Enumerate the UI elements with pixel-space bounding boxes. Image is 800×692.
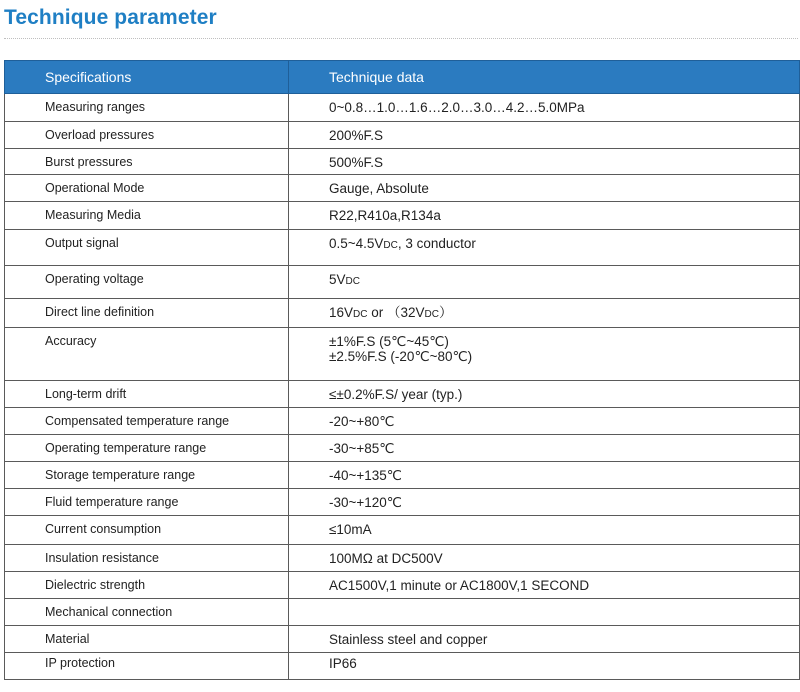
spec-label: IP protection: [45, 656, 115, 670]
spec-label: Overload pressures: [45, 128, 155, 142]
spec-label: Insulation resistance: [45, 551, 159, 565]
spec-label: Operational Mode: [45, 181, 145, 195]
spec-value: 500%F.S: [329, 155, 384, 170]
table-row: [5, 175, 800, 202]
spec-value: [329, 599, 799, 605]
table-row: [5, 408, 800, 435]
spec-value: AC1500V,1 minute or AC1800V,1 SECOND: [329, 578, 590, 593]
table-row: [5, 516, 800, 545]
table-row: [5, 653, 800, 680]
spec-value: Gauge, Absolute: [329, 181, 429, 196]
spec-label: Current consumption: [45, 522, 162, 536]
spec-value: 0.5~4.5VDC, 3 conductor: [329, 236, 476, 251]
accuracy-line-2: ±2.5%F.S (-20℃~80℃): [329, 349, 473, 364]
spec-value: IP66: [329, 656, 357, 671]
spec-value: -20~+80℃: [329, 414, 395, 429]
table-row: [5, 122, 800, 149]
table-row: [5, 149, 800, 175]
table-row: [5, 202, 800, 230]
spec-value: -40~+135℃: [329, 468, 402, 483]
spec-label: Mechanical connection: [45, 605, 173, 619]
spec-value: ≤±0.2%F.S/ year (typ.): [329, 387, 463, 402]
spec-label: Material: [45, 632, 90, 646]
table-row: [5, 572, 800, 599]
table-row: [5, 299, 800, 328]
spec-label: Operating temperature range: [45, 441, 207, 455]
spec-label: Burst pressures: [45, 155, 133, 169]
spec-label: Measuring ranges: [45, 100, 146, 114]
header-technique-data: Technique data: [289, 61, 800, 94]
spec-value: 16VDC or （32VDC）: [329, 305, 453, 320]
table-row: [5, 599, 800, 626]
spec-value: -30~+120℃: [329, 495, 402, 510]
table-row: [5, 435, 800, 462]
table-row: [5, 545, 800, 572]
table-row: [5, 626, 800, 653]
accuracy-line-1: ±1%F.S (5℃~45℃): [329, 334, 449, 349]
table-row: [5, 462, 800, 489]
spec-label: Dielectric strength: [45, 578, 146, 592]
spec-label: Output signal: [45, 236, 119, 250]
table-row: [5, 381, 800, 408]
table-row: [5, 94, 800, 122]
spec-value: Stainless steel and copper: [329, 632, 488, 647]
spec-value: 5VDC: [329, 272, 360, 287]
table-row: [5, 489, 800, 516]
table-header-row: [5, 61, 800, 94]
spec-value: 0~0.8…1.0…1.6…2.0…3.0…4.2…5.0MPa: [329, 100, 585, 115]
spec-label: Operating voltage: [45, 272, 144, 286]
spec-value: 100MΩ at DC500V: [329, 551, 443, 566]
technique-parameter-table: [4, 60, 800, 680]
spec-value: -30~+85℃: [329, 441, 395, 456]
spec-label: Storage temperature range: [45, 468, 196, 482]
spec-value: 200%F.S: [329, 128, 384, 143]
header-specifications: Specifications: [5, 61, 289, 94]
table-row: [5, 230, 800, 266]
spec-label: Measuring Media: [45, 208, 141, 222]
spec-label: Fluid temperature range: [45, 495, 179, 509]
title-divider: [4, 38, 798, 39]
table-row: [5, 266, 800, 299]
spec-label: Accuracy: [45, 334, 97, 348]
spec-value: R22,R410a,R134a: [329, 208, 441, 223]
spec-label: Compensated temperature range: [45, 414, 230, 428]
page-title: Technique parameter: [4, 6, 217, 29]
spec-label: Long-term drift: [45, 387, 127, 401]
table-row: [5, 328, 800, 381]
spec-value: [329, 328, 799, 364]
spec-value: ≤10mA: [329, 522, 372, 537]
spec-label: Direct line definition: [45, 305, 155, 319]
